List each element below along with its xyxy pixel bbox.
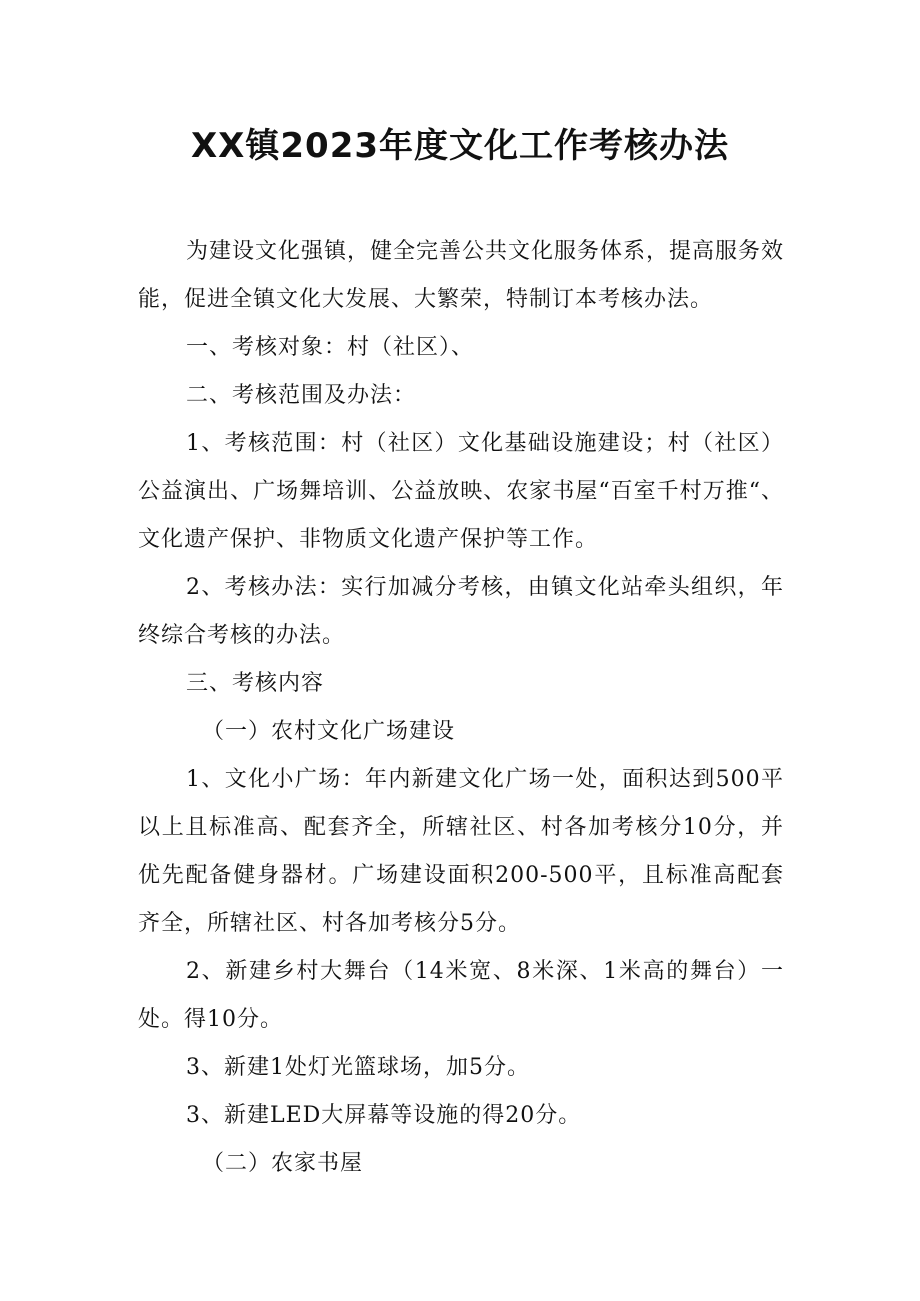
- paragraph-small-square: 1、文化小广场：年内新建文化广场一处，面积达到500平以上且标准高、配套齐全，所辖社区、村各加考核分10分，并优先配备健身器材。广场建设面积200-500平，且标准高配套齐全，所辖社区、村各加考核分5分。: [138, 767, 784, 936]
- paragraph-section-2: 二、考核范围及办法：: [186, 383, 417, 408]
- paragraph-intro: 为建设文化强镇，健全完善公共文化服务体系，提高服务效能，促进全镇文化大发展、大繁荣，特制订本考核办法。: [138, 239, 785, 312]
- document-title: XX镇2023年度文化工作考核办法: [190, 126, 730, 166]
- subheading-cultural-square: （一）农村文化广场建设: [202, 719, 456, 744]
- paragraph-stage: 2、新建乡村大舞台（14米宽、8米深、1米高的舞台）一处。得10分。: [138, 959, 784, 1032]
- paragraph-section-1: 一、考核对象：村（社区）、: [186, 335, 475, 360]
- paragraph-scope: 1、考核范围：村（社区）文化基础设施建设；村（社区）公益演出、广场舞培训、公益放映、农家书屋“百室千村万推“、文化遗产保护、非物质文化遗产保护等工作。: [138, 431, 784, 552]
- paragraph-led-screen: 3、新建LED大屏幕等设施的得20分。: [186, 1103, 582, 1128]
- paragraph-basketball-court: 3、新建1处灯光篮球场，加5分。: [186, 1055, 530, 1080]
- paragraph-method: 2、考核办法：实行加减分考核，由镇文化站牵头组织，年终综合考核的办法。: [138, 575, 784, 648]
- paragraph-section-3: 三、考核内容: [186, 671, 325, 696]
- document-body: [138, 228, 784, 1188]
- subheading-farm-library: （二）农家书屋: [202, 1151, 364, 1176]
